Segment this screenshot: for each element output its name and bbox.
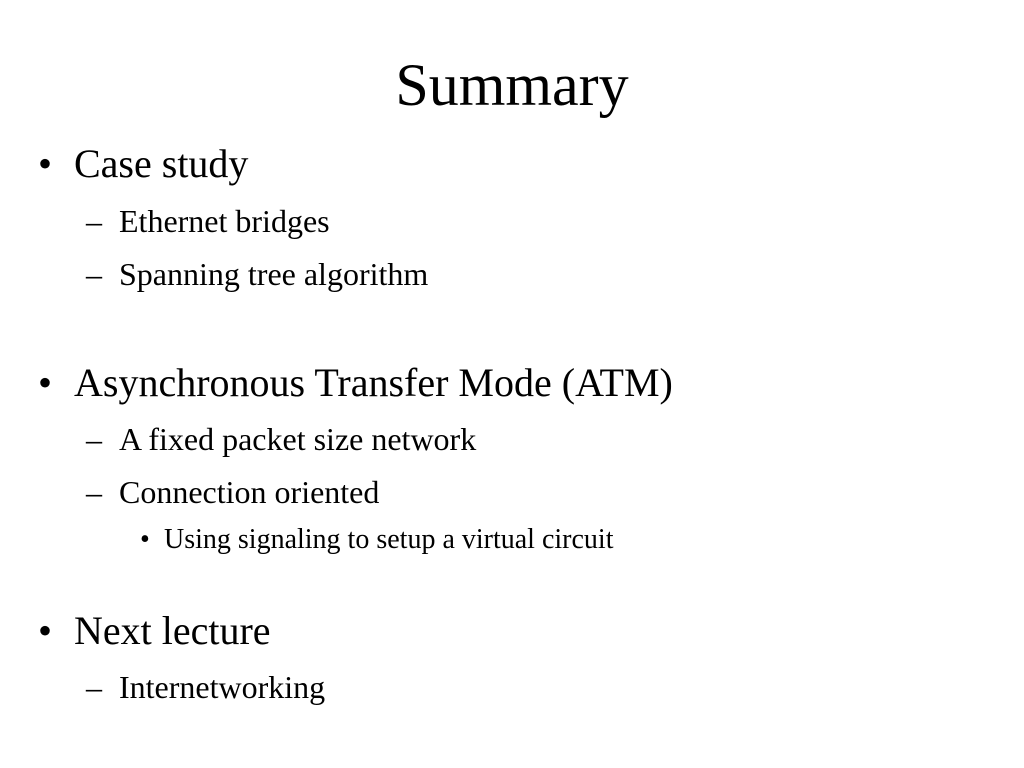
bullet-text: Case study	[74, 141, 249, 186]
bullet-marker: •	[38, 608, 53, 653]
sub-bullet-marker: –	[86, 669, 102, 705]
slide-title: Summary	[395, 52, 629, 118]
sub-bullet-text: Ethernet bridges	[119, 203, 330, 239]
bullet-marker: •	[38, 141, 53, 186]
bullet-text: Asynchronous Transfer Mode (ATM)	[74, 360, 673, 405]
sub-bullet-text: Connection oriented	[119, 474, 380, 510]
sub-bullet-marker: –	[86, 474, 102, 510]
sub-bullet-text: A fixed packet size network	[119, 421, 477, 457]
sub-bullet-marker: –	[86, 203, 102, 239]
bullet-marker: •	[38, 360, 53, 405]
sub-bullet-text: Internetworking	[119, 669, 326, 705]
sub-sub-bullet-text: Using signaling to setup a virtual circuit	[164, 524, 614, 555]
sub-sub-bullet-marker: •	[140, 524, 150, 555]
sub-bullet-marker: –	[86, 256, 102, 292]
sub-bullet-text: Spanning tree algorithm	[119, 256, 429, 292]
bullet-text: Next lecture	[74, 608, 271, 653]
sub-bullet-marker: –	[86, 421, 102, 457]
